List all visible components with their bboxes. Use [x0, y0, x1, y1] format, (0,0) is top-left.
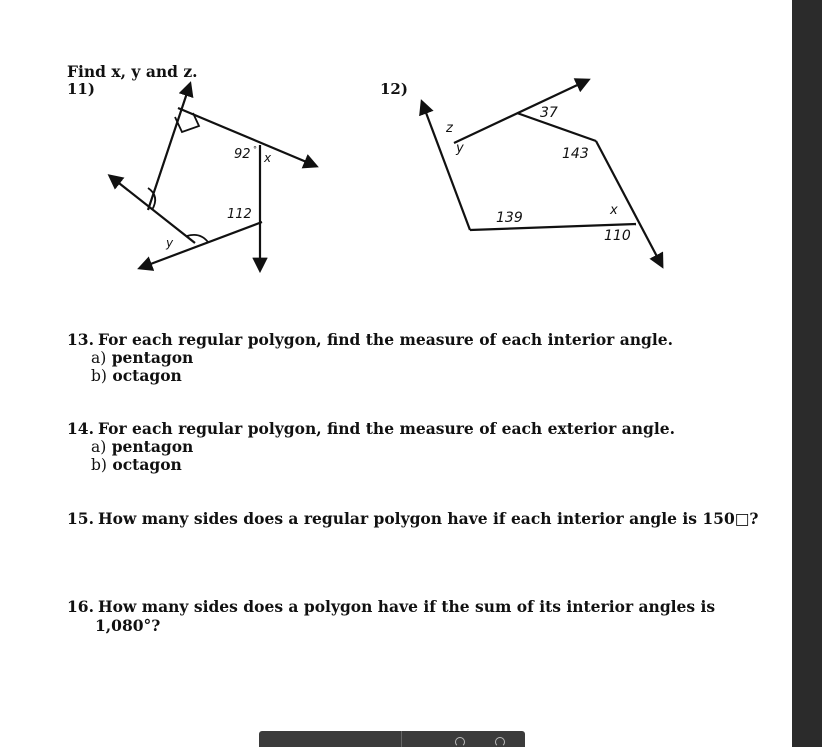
p11-side-ray-up	[148, 84, 190, 210]
problem-13-number: 13.	[67, 330, 94, 349]
toolbar-divider	[401, 731, 402, 747]
problem-15-question: How many sides does a regular polygon have if each interior angle is 150□?	[98, 509, 759, 528]
p12-angle-110: 110	[604, 228, 631, 244]
item-label: a)	[91, 349, 107, 367]
p12-angle-y: y	[456, 141, 464, 156]
problem-13-item-a	[91, 348, 193, 367]
p11-angle-x: x	[264, 151, 272, 165]
problem-13-question: For each regular polygon, find the measure of each interior angle.	[98, 330, 674, 349]
chevron-up-icon[interactable]	[495, 737, 505, 747]
p12-angle-143: 143	[562, 146, 589, 162]
item-label: b)	[91, 367, 107, 385]
p11-angle-92: 92	[234, 147, 251, 162]
item-text: pentagon	[111, 348, 194, 367]
p12-angle-z: z	[446, 121, 453, 136]
p11-side-ray-lower-left	[140, 222, 262, 268]
problem-12-number: 12)	[380, 80, 408, 98]
problem-11-number: 11)	[67, 80, 95, 98]
p11-degree-mark: °	[253, 145, 257, 154]
problem-15-number: 15.	[67, 509, 94, 528]
p11-angle-y: y	[166, 236, 174, 250]
problem-13-item-b	[91, 366, 182, 385]
item-label: a)	[91, 438, 107, 456]
p11-angle-112: 112	[227, 207, 252, 222]
item-text: octagon	[112, 455, 182, 474]
search-icon[interactable]	[455, 737, 465, 747]
p12-angle-139: 139	[496, 210, 523, 226]
problem-16-question-line2: 1,080°?	[95, 616, 161, 635]
problem-14-item-b	[91, 455, 182, 474]
problem-14-question: For each regular polygon, find the measure of each exterior angle.	[98, 419, 675, 438]
instruction-heading: Find x, y and z.	[67, 62, 198, 81]
problem-16-question-line1: How many sides does a polygon have if the sum of its interior angles is	[98, 597, 716, 616]
p12-side-ray-up-right	[454, 80, 588, 143]
problem-14-number: 14.	[67, 419, 94, 438]
item-label: b)	[91, 456, 107, 474]
item-text: octagon	[112, 366, 182, 385]
p12-angle-37: 37	[540, 105, 558, 121]
p12-angle-x: x	[610, 203, 618, 218]
problem-14-item-a	[91, 437, 193, 456]
viewer-toolbar[interactable]	[259, 731, 525, 747]
item-text: pentagon	[111, 437, 194, 456]
p12-side-ray-down-right	[596, 141, 662, 266]
problem-16-number: 16.	[67, 597, 94, 616]
